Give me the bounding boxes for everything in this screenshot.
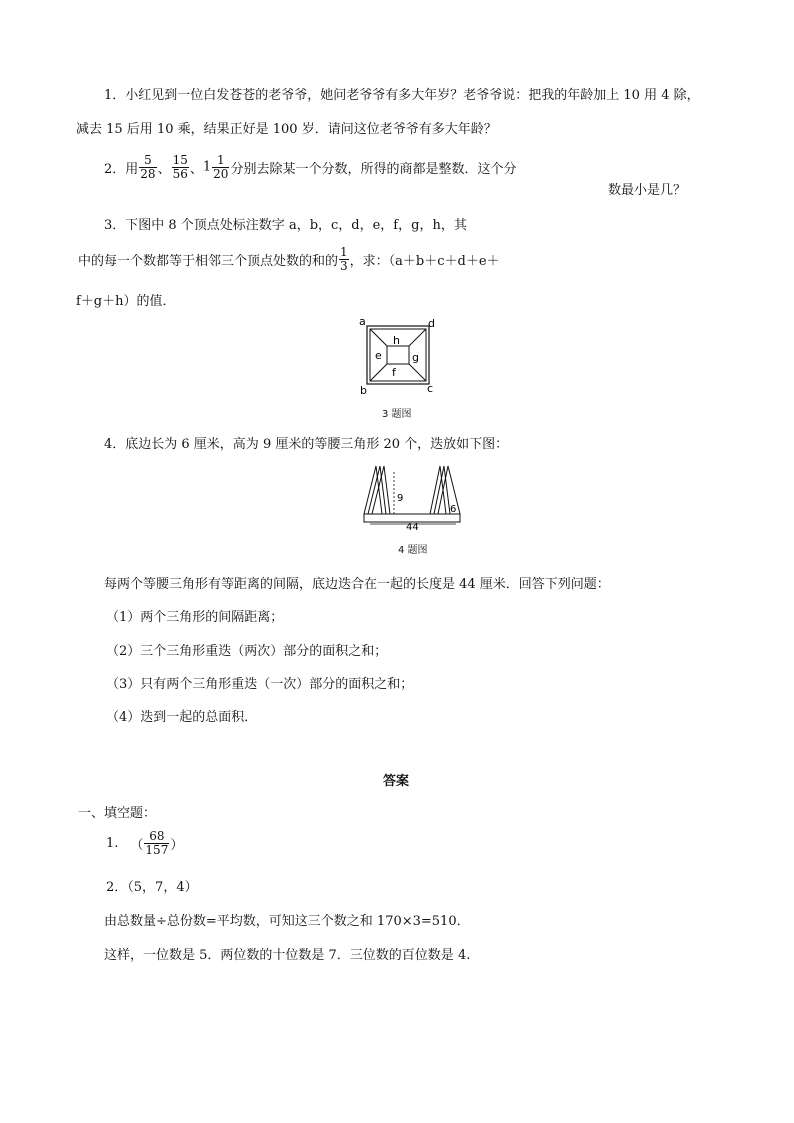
q3-diagonal-d [409,329,426,346]
q2-mixed-whole: 1 [202,159,212,175]
q2-tail: 数最小是几？ [608,183,687,198]
q3-label-h: h [393,334,400,347]
answer-2-line-1: 由总数量÷总份数=平均数，可知这三个数之和 170×3=510． [104,914,470,929]
q2-prefix: 2．用 [104,161,139,177]
answer-1-fraction-den: 157 [145,842,169,857]
q3-line-3: f＋g＋h）的值． [76,294,176,309]
q2-mixed-number [203,154,231,180]
answer-1 [106,830,183,856]
q4-base-label: 6 [450,504,457,515]
q3-fraction-num: 1 [340,245,348,259]
q2-separator-1: 、 [157,161,171,177]
answer-1-fraction-num: 68 [144,830,169,844]
q2-suffix: 分别去除某一个分数，所得的商都是整数．这个分 [230,161,517,177]
q4-triangle-right-1 [430,466,446,514]
q2-fraction-2 [172,154,189,180]
q4-line-2: 每两个等腰三角形有等距离的间隔，底边迭合在一起的长度是 44 厘米．回答下列问题： [104,577,610,592]
q3-line-1: 3．下图中 8 个顶点处标注数字 a，b，c，d，e，f，g，h，其 [104,218,467,233]
q4-triangle-left-1 [364,466,382,514]
q3-fraction-den: 3 [340,258,348,273]
q2-fraction-1 [139,154,156,180]
q4-item-4: （4）迭到一起的总面积． [106,710,258,725]
q4-height-label: 9 [397,493,404,504]
q3-label-f: f [392,366,396,379]
q2-fraction-2-den: 56 [172,166,188,181]
q2-fraction-3-num: 1 [212,154,229,168]
q4-total-label: 44 [406,522,419,533]
q4-caption: 4 题图 [398,545,428,556]
q4-base-strip [364,514,460,522]
q3-label-c: c [427,382,434,395]
q4-triangle-right-2 [434,466,450,514]
q3-diagonal-c [409,364,426,381]
q2-separator-2: 、 [189,161,203,177]
answer-2: 2．（5，7，4） [106,880,198,895]
q3-inner-square [387,346,409,364]
q4-item-1: （1）两个三角形的间隔距离； [106,610,284,625]
q4-item-2: （2）三个三角形重迭（两次）部分的面积之和； [106,644,388,659]
q2-line [104,154,516,180]
q3-label-a: a [359,315,366,328]
q1-line-2: 减去 15 后用 10 乘，结果正好是 100 岁．请问这位老爷爷有多大年龄？ [76,122,497,137]
q3-label-g: g [412,351,419,364]
q4-item-3: （3）只有两个三角形重迭（一次）部分的面积之和； [106,677,414,692]
q1-line-1: 1．小红见到一位白发苍苍的老爷爷，她问老爷爷有多大年岁？老爷爷说：把我的年龄加上 10 用 4 除， [104,88,700,103]
q4-line-1: 4．底边长为 6 厘米，高为 9 厘米的等腰三角形 20 个，迭放如下图： [104,437,509,452]
q3-line-2-post: ，求：（a＋b＋c＋d＋e＋ [349,253,500,269]
answer-1-fraction [144,830,169,856]
q3-diagonal-b [370,364,387,381]
answer-1-label: 1. [106,835,119,851]
q3-caption: 3 题图 [382,409,412,420]
answer-2-line-2: 这样，一位数是 5．两位数的十位数是 7．三位数的百位数是 4. [104,948,471,963]
q3-label-b: b [360,384,367,397]
q3-line-2-pre: 中的每一个数都等于相邻三个顶点处数的和的 [78,253,339,269]
q3-label-e: e [375,349,382,362]
q2-fraction-1-num: 5 [139,154,156,168]
q3-label-d: d [428,317,435,330]
q2-fraction-1-den: 28 [140,166,156,181]
q3-fraction [339,246,349,272]
answer-1-open-paren: （ [130,837,144,853]
answers-title: 答案 [383,774,410,789]
q2-fraction-3-den: 20 [213,166,229,181]
answers-section: 一、填空题： [78,806,157,821]
q3-diagonal-a [370,329,387,346]
q4-figure [360,458,470,534]
q2-fraction-3 [212,154,229,180]
q3-line-2 [78,246,500,272]
answer-1-close-paren: ） [170,837,184,853]
q2-fraction-2-num: 15 [172,153,188,167]
q3-figure [350,314,450,400]
